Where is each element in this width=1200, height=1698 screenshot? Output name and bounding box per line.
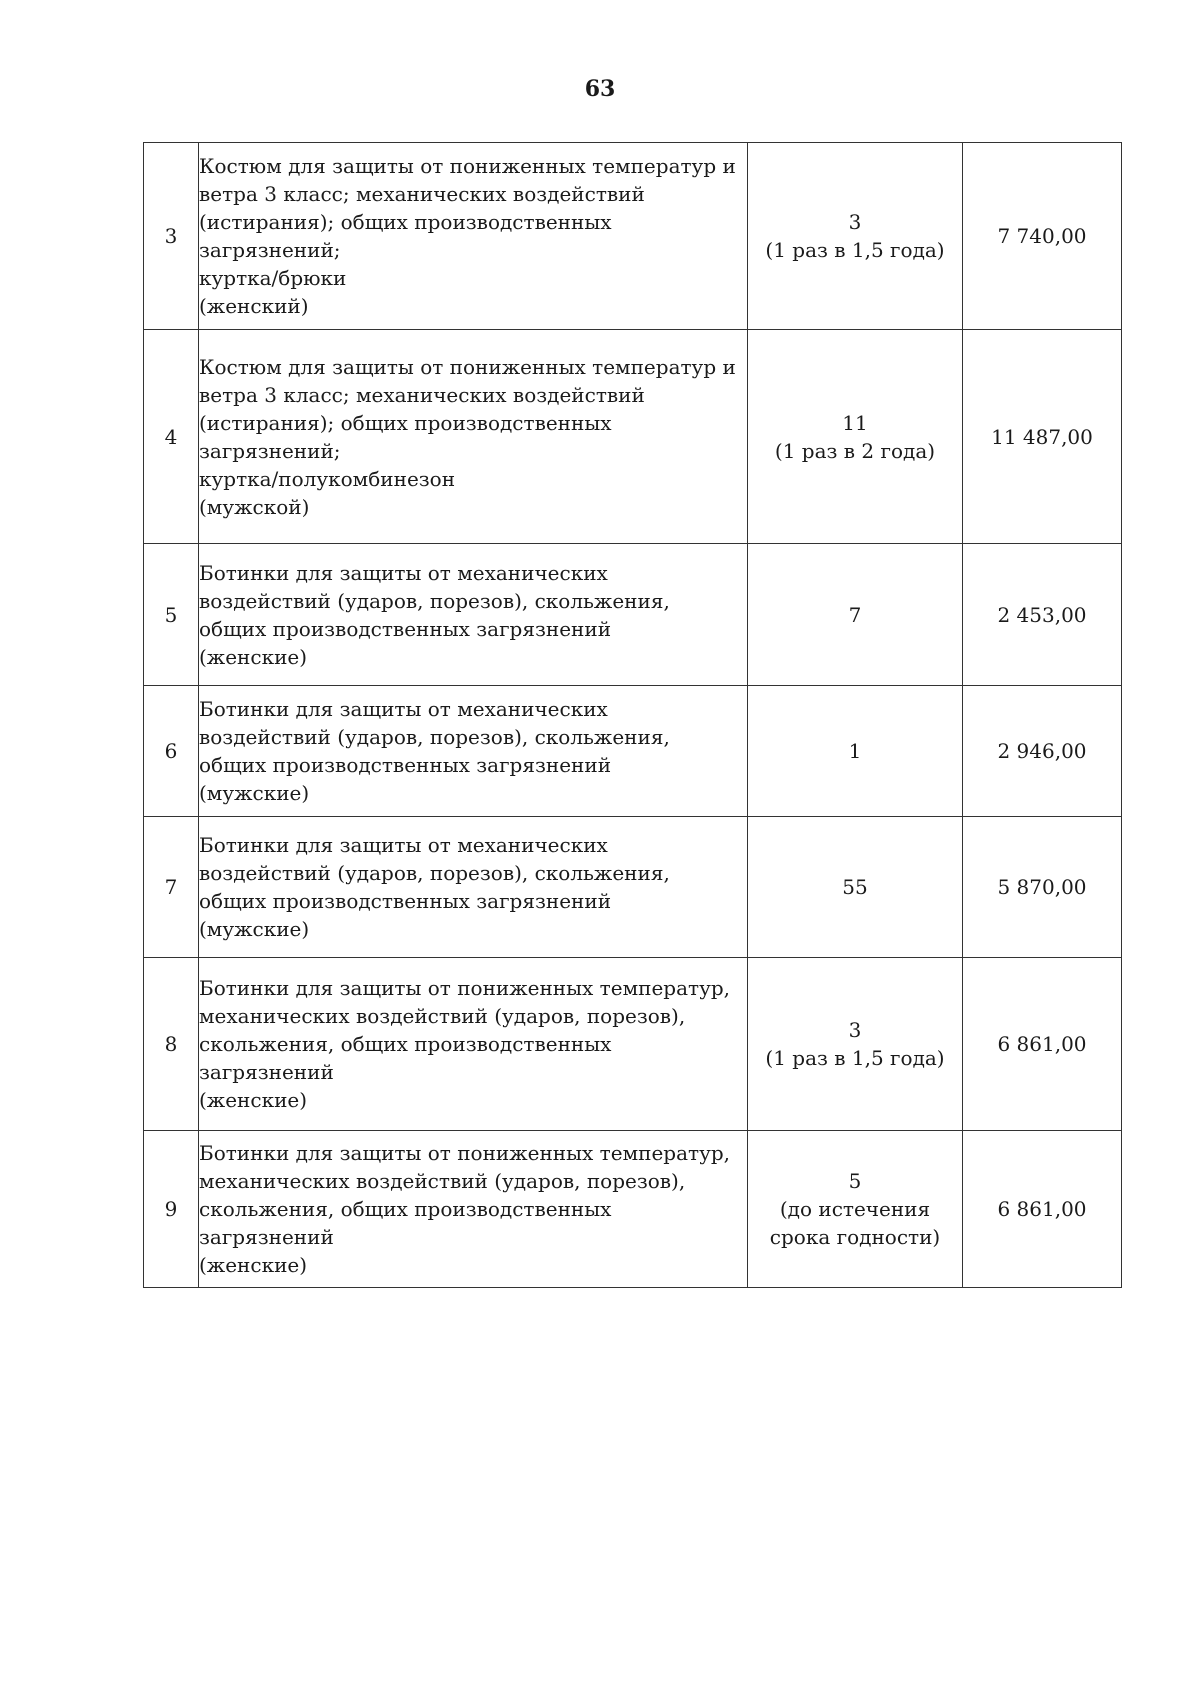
- table-row: [144, 330, 1122, 544]
- item-name-line: (женские): [199, 1253, 308, 1277]
- item-name-line: Ботинки для защиты от механических: [199, 697, 608, 721]
- item-quantity-line: 7: [848, 602, 862, 627]
- item-name-cell: [199, 817, 748, 958]
- item-name-line: (женский): [199, 294, 309, 318]
- item-name-line: механических воздействий (ударов, порезов),: [199, 1004, 686, 1028]
- item-name-line: Костюм для защиты от пониженных температур и: [199, 154, 736, 178]
- item-name-line: куртка/полукомбинезон: [199, 466, 456, 491]
- item-name-line: (женские): [199, 1088, 308, 1112]
- items-table-body: [144, 143, 1122, 1288]
- item-quantity-line: (1 раз в 1,5 года): [765, 238, 945, 262]
- item-quantity-line: 5: [848, 1169, 862, 1193]
- table-row: [144, 686, 1122, 817]
- item-name-line: (мужские): [199, 917, 310, 941]
- item-quantity-cell: [748, 143, 963, 330]
- item-name-line: общих производственных загрязнений: [199, 753, 612, 777]
- item-name-line: Ботинки для защиты от механических: [199, 560, 608, 585]
- item-name-line: воздействий (ударов, порезов), скольжения,: [199, 588, 670, 613]
- item-name-line: Ботинки для защиты от механических: [199, 833, 608, 857]
- table-row: [144, 817, 1122, 958]
- item-name-line: воздействий (ударов, порезов), скольжения,: [199, 861, 670, 885]
- item-quantity-line: (1 раз в 1,5 года): [765, 1046, 945, 1070]
- items-table: [143, 142, 1122, 1288]
- item-quantity-cell: [748, 817, 963, 958]
- item-name-line: механических воздействий (ударов, порезов),: [199, 1169, 686, 1193]
- item-name-line: общих производственных загрязнений: [199, 616, 612, 641]
- row-number: 5: [144, 544, 199, 686]
- row-number: 9: [144, 1131, 199, 1288]
- item-quantity-line: (1 раз в 2 года): [774, 438, 936, 463]
- row-number: 8: [144, 958, 199, 1131]
- row-number: 7: [144, 817, 199, 958]
- item-quantity-cell: [748, 958, 963, 1131]
- page-number: 63: [584, 76, 616, 102]
- table-row: [144, 958, 1122, 1131]
- item-name-line: скольжения, общих производственных: [199, 1032, 612, 1056]
- item-name-cell: [199, 143, 748, 330]
- row-number: 3: [144, 143, 199, 330]
- item-price: 5 870,00: [963, 817, 1122, 958]
- item-price: 2 946,00: [963, 686, 1122, 817]
- item-name-line: общих производственных загрязнений: [199, 889, 612, 913]
- item-name-line: ветра 3 класс; механических воздействий: [199, 182, 645, 206]
- item-quantity-cell: [748, 1131, 963, 1288]
- item-quantity-line: срока годности): [769, 1225, 941, 1249]
- item-name-line: загрязнений: [199, 1225, 334, 1249]
- item-name-line: (истирания); общих производственных: [199, 210, 612, 234]
- item-name-line: скольжения, общих производственных: [199, 1197, 612, 1221]
- row-number: 4: [144, 330, 199, 544]
- item-name-line: ветра 3 класс; механических воздействий: [199, 382, 645, 407]
- item-name-line: загрязнений;: [199, 438, 341, 463]
- item-name-line: Ботинки для защиты от пониженных температур,: [199, 976, 731, 1000]
- item-quantity-line: 1: [848, 739, 862, 763]
- item-quantity-line: 3: [848, 1018, 862, 1042]
- item-name-line: загрязнений: [199, 1060, 334, 1084]
- item-name-line: загрязнений;: [199, 238, 341, 262]
- table-row: [144, 143, 1122, 330]
- item-quantity-line: 11: [842, 410, 868, 435]
- item-name-line: (мужские): [199, 781, 310, 805]
- row-number: 6: [144, 686, 199, 817]
- item-price: 6 861,00: [963, 1131, 1122, 1288]
- item-name-line: (женские): [199, 644, 308, 669]
- item-price: 6 861,00: [963, 958, 1122, 1131]
- item-name-cell: [199, 330, 748, 544]
- item-quantity-line: 3: [848, 210, 862, 234]
- item-quantity-cell: [748, 544, 963, 686]
- item-name-cell: [199, 958, 748, 1131]
- item-name-line: воздействий (ударов, порезов), скольжения,: [199, 725, 670, 749]
- item-price: 2 453,00: [963, 544, 1122, 686]
- item-name-cell: [199, 544, 748, 686]
- item-name-cell: [199, 686, 748, 817]
- item-name-line: Ботинки для защиты от пониженных температур,: [199, 1141, 731, 1165]
- item-name-line: Костюм для защиты от пониженных температур и: [199, 354, 736, 379]
- item-price: 7 740,00: [963, 143, 1122, 330]
- item-price: 11 487,00: [963, 330, 1122, 544]
- item-quantity-line: 55: [842, 875, 868, 899]
- table-row: [144, 1131, 1122, 1288]
- item-quantity-cell: [748, 686, 963, 817]
- item-quantity-line: (до истечения: [779, 1197, 931, 1221]
- table-row: [144, 544, 1122, 686]
- item-name-line: (мужской): [199, 494, 310, 519]
- item-name-cell: [199, 1131, 748, 1288]
- item-name-line: (истирания); общих производственных: [199, 410, 612, 435]
- item-quantity-cell: [748, 330, 963, 544]
- item-name-line: куртка/брюки: [199, 266, 347, 290]
